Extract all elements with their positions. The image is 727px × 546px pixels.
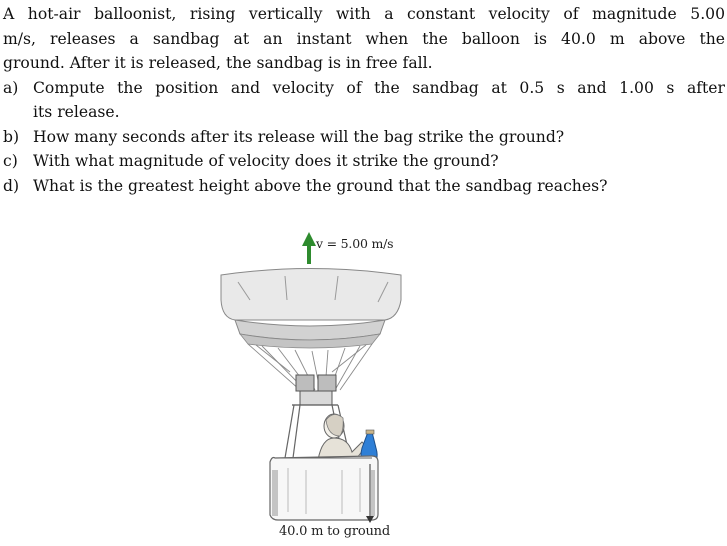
- basket-icon: [270, 456, 378, 520]
- ground-distance-label: 40.0 m to ground: [279, 524, 390, 539]
- question-text: With what magnitude of velocity does it strike the ground?: [33, 152, 499, 170]
- velocity-label: v = 5.00 m/s: [316, 236, 394, 251]
- balloon-envelope-icon: [221, 269, 401, 349]
- intro-line: A hot-air balloonist, rising vertically with a constant velocity of magnitude 5.00: [3, 5, 725, 23]
- question-text: its release.: [33, 103, 120, 121]
- balloonist-icon: [318, 414, 366, 462]
- intro-line: m/s, releases a sandbag at an instant when the balloon is 40.0 m above the: [3, 29, 725, 48]
- question-text: Compute the position and velocity of the sandbag at 0.5 s and 1.00 s after: [33, 78, 725, 97]
- question-label: b): [3, 127, 20, 146]
- question-label: a): [3, 78, 19, 97]
- question-label: c): [3, 152, 18, 170]
- question-label: d): [3, 176, 20, 195]
- question-text: How many seconds after its release will the bag strike the ground?: [33, 127, 565, 146]
- question-text: What is the greatest height above the ground that the sandbag reaches?: [33, 176, 608, 195]
- intro-line: ground. After it is released, the sandbag is in free fall.: [3, 54, 433, 72]
- velocity-arrow-icon: [302, 232, 316, 264]
